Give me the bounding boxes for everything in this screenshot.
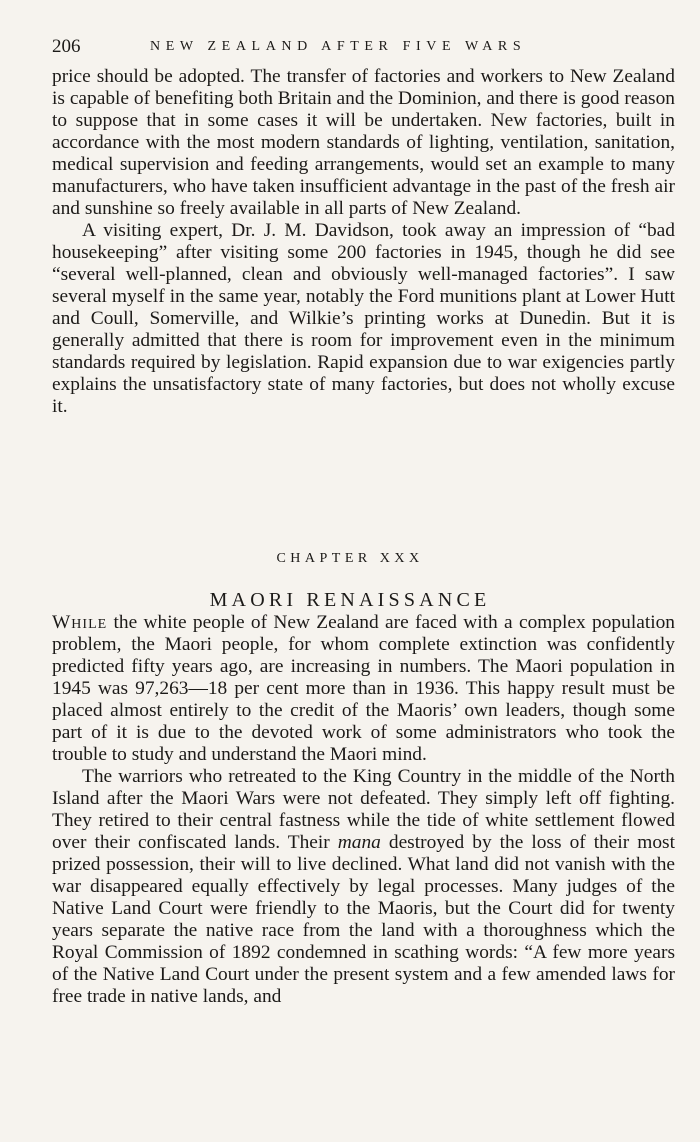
page-header xyxy=(52,34,675,60)
body-text-chapter xyxy=(52,612,675,1008)
lead-word: While xyxy=(52,612,108,633)
paragraph-warriors-rest: destroyed by the loss of their most prized possession, their will to live declined. What land did not vanish with the war disappeared equally effectively by legal processes. Many judges of the Native Land Court were friendly to the Maoris, but the Court did for twenty years separate the native race from the land with a thoroughness which the Royal Commission of 1892 condemned in scathing words: “A few more years of the Native Land Court under the present system and a few amended laws for free trade in native lands, and xyxy=(52,832,675,1007)
body-text-top xyxy=(52,66,675,418)
running-head: NEW ZEALAND AFTER FIVE WARS xyxy=(150,39,527,54)
paragraph-population xyxy=(52,612,675,766)
paragraph-warriors xyxy=(52,766,675,1008)
italic-term-mana: mana xyxy=(337,832,381,853)
page-number: 206 xyxy=(52,36,81,57)
chapter-title: MAORI RENAISSANCE xyxy=(209,589,491,611)
paragraph-housekeeping: A visiting expert, Dr. J. M. Davidson, took away an impression of “bad housekeeping” after visiting some 200 factories in 1945, though he did see “several well-planned, clean and obviously well-managed factories”. I saw several myself in the same year, notably the Ford munitions plant at Lower Hutt and Coull, Somerville, and Wilkie’s printing works at Dunedin. But it is generally admitted that there is room for improvement even in the minimum standards required by legislation. Rapid expansion due to war exigencies partly explains the unsatisfactory state of many factories, but does not wholly excuse it. xyxy=(52,220,675,417)
paragraph-warriors-start: The warriors who retreated to the King Country in the middle of the North Island after the Maori Wars were not defeated. They simply left off fighting. They retired to their central fastness while the tide of white settlement flowed over their confiscated lands. Their xyxy=(52,766,675,853)
paragraph-population-text: the white people of New Zealand are faced with a complex population problem, the Maori people, for whom complete extinction was confidently predicted fifty years ago, are increasing in numbers. The Maori population in 1945 was 97,263—18 per cent more than in 1936. This happy result must be placed almost entirely to the credit of the Maoris’ own leaders, though some part of it is due to the devoted work of some administrators who took the trouble to study and understand the Maori mind. xyxy=(52,612,675,765)
paragraph-factories: price should be adopted. The transfer of factories and workers to New Zealand is capable of benefiting both Britain and the Dominion, and there is good reason to suppose that in some cases it will be undertaken. New factories, built in accordance with the most modern standards of lighting, ventilation, sanitation, medical supervision and feeding arrangements, would set an example to many manufacturers, who have taken insufficient advantage in the past of the fresh air and sunshine so freely available in all parts of New Zealand. xyxy=(52,66,675,219)
chapter-label: CHAPTER XXX xyxy=(276,551,424,566)
